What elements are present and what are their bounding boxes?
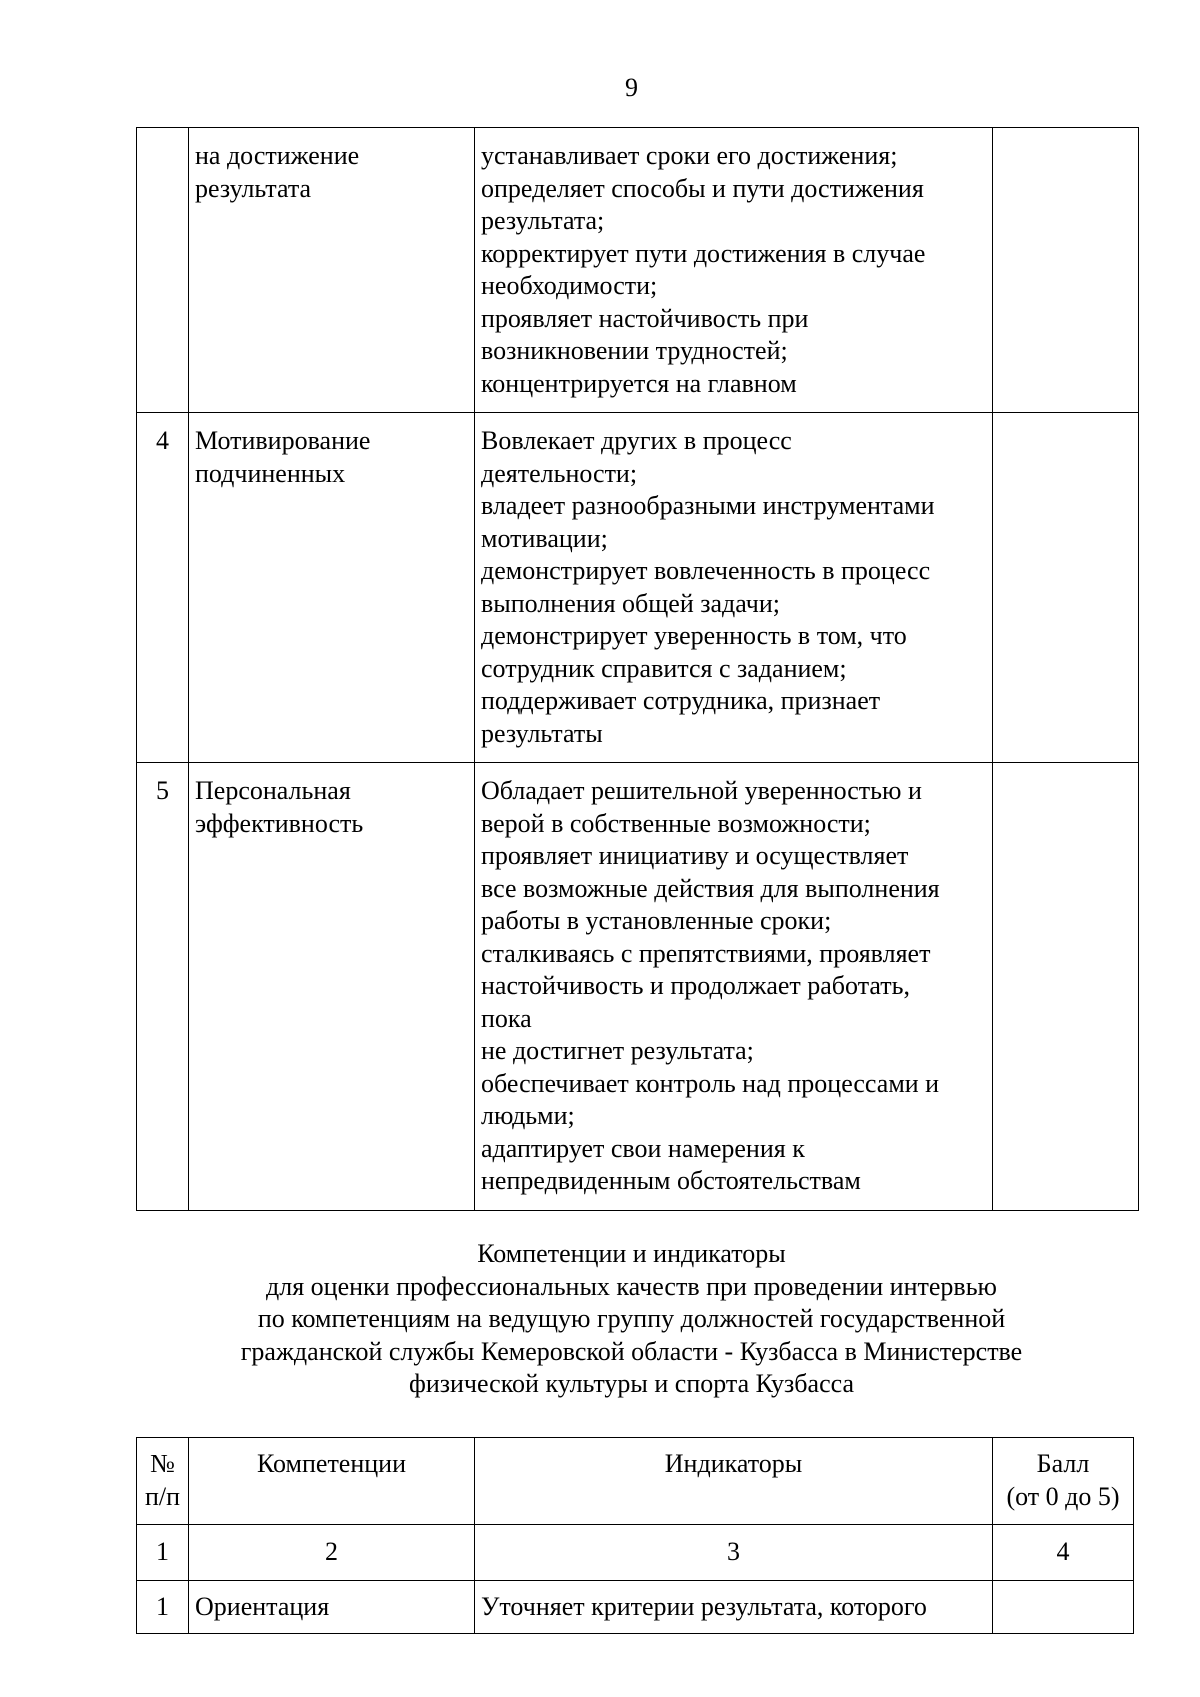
header-text: № [150,1449,175,1478]
table-header-row [137,1438,1134,1525]
competency-line: результата [195,173,312,203]
indicator-line: работы в установленные сроки; [481,906,832,935]
indicator-line: людьми; [481,1101,575,1130]
row-number-cell: 1 [137,1581,189,1634]
indicator-line: результата; [481,206,605,235]
row-number-cell: 5 [137,763,189,1211]
indicator-line: проявляет инициативу и осуществляет [481,841,909,870]
indicator-line: владеет разнообразными инструментами [481,491,935,520]
competency-line: на достижение [195,141,360,170]
header-score-cell [993,1438,1134,1525]
header-text: п/п [144,1481,181,1511]
indicators-cell [475,413,993,763]
indicators-cell: Уточняет критерии результата, которого [475,1581,993,1634]
section-title-line: для оценки профессиональных качеств при проведении интервью [266,1271,997,1301]
competency-cell [189,128,475,413]
table-row [137,763,1139,1211]
header-text: Индикаторы [664,1449,803,1478]
indicator-line: результаты [481,718,603,748]
indicator-line: пока [481,1003,532,1033]
header-text: Балл [1036,1449,1090,1478]
indicator-line: проявляет настойчивость при [481,303,809,333]
indicator-line: Обладает решительной уверенностью и [481,776,922,805]
score-cell [993,413,1139,763]
indicator-line: Вовлекает других в процесс [481,426,792,455]
header-text: Компетенции [256,1449,407,1478]
column-number-cell: 2 [189,1525,475,1581]
competency-table [136,1437,1134,1634]
indicator-line: обеспечивает контроль над процессами и [481,1068,940,1098]
indicator-line: верой в собственные возможности; [481,808,871,838]
indicator-line: устанавливает сроки его достижения; [481,141,898,170]
table-row [137,413,1139,763]
row-number-cell: 4 [137,413,189,763]
competency-line: эффективность [195,808,364,838]
table-row [137,128,1139,413]
page-number: 9 [625,73,638,102]
indicator-line: все возможные действия для выполнения [481,873,940,903]
indicator-line: мотивации; [481,523,608,553]
indicators-cell [475,763,993,1211]
column-number-cell: 1 [137,1525,189,1581]
competency-line: Персональная [195,776,351,805]
indicator-line: непредвиденным обстоятельствам [481,1166,861,1195]
section-title-line: Компетенции и индикаторы [477,1239,786,1268]
competency-cell: Ориентация [189,1581,475,1634]
competency-table-continued [136,127,1139,1211]
competency-cell [189,413,475,763]
indicator-line: необходимости; [481,271,658,300]
indicator-line: концентрируется на главном [481,368,797,398]
indicator-line: определяет способы и пути достижения [481,173,924,203]
indicator-line: демонстрирует уверенность в том, что [481,621,907,650]
indicator-line: сотрудник справится с заданием; [481,653,847,683]
indicator-line: не достигнет результата; [481,1036,754,1065]
competency-line: Мотивирование [195,426,371,455]
table-row [137,1581,1134,1634]
header-competency-cell [189,1438,475,1525]
header-indicators-cell [475,1438,993,1525]
section-title-line: гражданской службы Кемеровской области - Кузбасса в Министерстве [240,1336,1023,1366]
column-number-row [137,1525,1134,1581]
row-number-cell [137,128,189,413]
indicator-line: демонстрирует вовлеченность в процесс [481,556,931,585]
indicator-line: корректирует пути достижения в случае [481,238,926,268]
competency-line: подчиненных [195,458,346,488]
section-title-line: по компетенциям на ведущую группу должностей государственной [257,1304,1006,1333]
indicator-line: поддерживает сотрудника, признает [481,686,881,715]
column-number-cell: 3 [475,1525,993,1581]
score-cell [993,763,1139,1211]
indicators-cell [475,128,993,413]
competency-cell [189,763,475,1211]
section-title-line: физической культуры и спорта Кузбасса [408,1369,855,1398]
indicator-line: адаптирует свои намерения к [481,1133,805,1163]
indicator-line: деятельности; [481,458,638,488]
header-number-cell [137,1438,189,1525]
header-text: (от 0 до 5) [1006,1481,1120,1511]
indicator-line: сталкиваясь с препятствиями, проявляет [481,938,931,968]
section-title [0,1238,1200,1401]
indicator-line: выполнения общей задачи; [481,588,780,618]
indicator-line: возникновении трудностей; [481,336,788,365]
column-number-cell: 4 [993,1525,1134,1581]
score-cell [993,1581,1134,1634]
score-cell [993,128,1139,413]
indicator-line: настойчивость и продолжает работать, [481,971,910,1000]
